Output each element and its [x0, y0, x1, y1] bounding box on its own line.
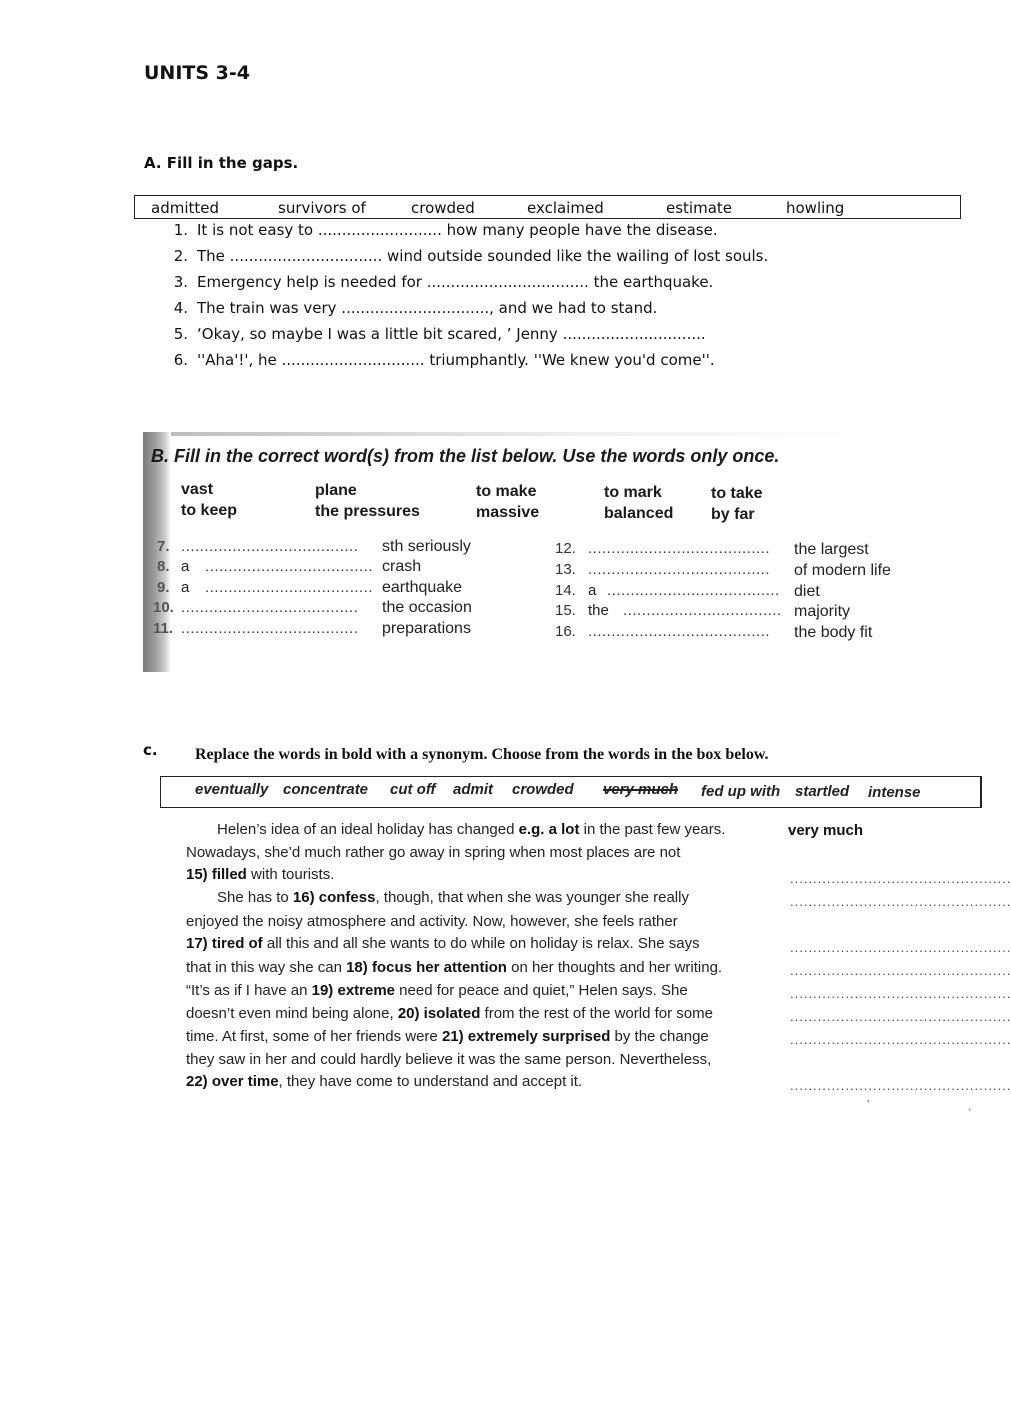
word-list-item: plane	[315, 482, 357, 499]
word-bank-item: intense	[868, 784, 921, 801]
item-number: 15.	[555, 602, 576, 619]
word-bank-item: startled	[795, 783, 850, 800]
section-b-panel	[143, 432, 973, 672]
paragraph-line: time. At first, some of her friends were 21) extremely surprised by the change	[186, 1028, 709, 1045]
collocation-text: the occasion	[382, 599, 472, 616]
word-bank-item: estimate	[666, 199, 733, 217]
section-b-heading: B. Fill in the correct word(s) from the list below. Use the words only once.	[151, 446, 780, 466]
collocation-text: the body fit	[794, 624, 873, 641]
word-list-item: balanced	[604, 505, 674, 522]
item-number: 10.	[153, 599, 174, 616]
item-number: 14.	[555, 582, 576, 599]
answer-blank: .....................................	[607, 582, 780, 599]
section-c-label: c.	[143, 741, 158, 759]
answer-blank-17: ................................................	[790, 940, 1011, 955]
word-bank-item-used: very much	[603, 781, 679, 798]
item-number: 16.	[555, 623, 576, 640]
collocation-text: sth seriously	[382, 538, 471, 555]
answer-blank-21: ................................................	[790, 1032, 1011, 1047]
item-number: 12.	[555, 540, 576, 557]
collocation-text: crash	[382, 558, 422, 575]
word-list-item: to mark	[604, 484, 662, 501]
word-bank-item: concentrate	[283, 781, 369, 798]
answer-blank-18: ................................................	[790, 963, 1011, 978]
item-prefix: a	[181, 579, 190, 596]
paragraph-line: enjoyed the noisy atmosphere and activity. Now, however, she feels rather	[186, 913, 678, 930]
item-text: It is not easy to .......................... how many people have the disease.	[197, 221, 718, 239]
item-prefix: the	[588, 602, 609, 619]
paragraph-line: 15) filled with tourists.	[186, 866, 335, 883]
section-c-word-box	[160, 776, 982, 808]
item-prefix: a	[588, 582, 597, 599]
word-bank-item: cut off	[390, 781, 436, 798]
item-text: The ................................ wind outside sounded like the wailing of lost souls.	[197, 247, 769, 265]
item-number: 11.	[153, 620, 174, 637]
item-text: ‘Okay, so maybe I was a little bit scared, ’ Jenny ..............................	[197, 325, 706, 343]
word-list-item: to take	[711, 485, 763, 502]
item-text: Emergency help is needed for .................................. the earthquake.	[197, 273, 714, 291]
answer-blank-19: ................................................	[790, 986, 1011, 1001]
word-list-item: vast	[181, 481, 214, 498]
answer-blank: .......................................	[588, 540, 771, 557]
collocation-text: the largest	[794, 541, 869, 558]
answer-blank-22: ................................................	[790, 1078, 1011, 1093]
answer-blank: ....................................	[205, 558, 374, 575]
item-number: 7.	[157, 538, 170, 555]
word-bank-item: eventually	[195, 781, 269, 798]
paragraph-line: Nowadays, she’d much rather go away in spring when most places are not	[186, 844, 681, 861]
page-title: UNITS 3-4	[144, 62, 250, 84]
word-list-item: by far	[711, 506, 755, 523]
section-a-word-box	[134, 195, 961, 219]
item-number: 9.	[157, 579, 170, 596]
answer-blank: ......................................	[181, 538, 359, 555]
paragraph-line: She has to 16) confess, though, that when she was younger she really	[217, 889, 689, 906]
word-bank-item: crowded	[411, 199, 475, 217]
paragraph-line: Helen’s idea of an ideal holiday has changed e.g. a lot in the past few years.	[217, 821, 726, 838]
word-list-item: to keep	[181, 502, 238, 519]
answer-blank-16: ................................................	[790, 894, 1011, 909]
word-list-item: massive	[476, 504, 540, 521]
word-bank-item: crowded	[512, 781, 574, 798]
word-bank-item: fed up with	[701, 783, 781, 800]
section-c-heading: Replace the words in bold with a synonym. Choose from the words in the box below.	[195, 746, 769, 763]
paragraph-line: they saw in her and could hardly believe it was the same person. Nevertheless,	[186, 1051, 712, 1068]
paragraph-line: “It’s as if I have an 19) extreme need for peace and quiet,” Helen says. She	[186, 982, 688, 999]
collocation-text: of modern life	[794, 562, 891, 579]
paragraph-line: 22) over time, they have come to understand and accept it.	[186, 1073, 583, 1090]
collocation-text: diet	[794, 583, 820, 600]
collocation-text: earthquake	[382, 579, 463, 596]
collocation-text: majority	[794, 603, 851, 620]
item-number: 2.	[173, 247, 188, 265]
scan-mark: ʹ	[867, 1097, 870, 1111]
section-a-heading: A. Fill in the gaps.	[144, 154, 299, 172]
item-text: ''Aha'!', he .............................. triumphantly. ''We knew you'd come''.	[197, 351, 715, 369]
item-number: 4.	[173, 299, 188, 317]
item-number: 5.	[173, 325, 188, 343]
word-bank-item: exclaimed	[527, 199, 604, 217]
paragraph-line: 17) tired of all this and all she wants to do while on holiday is relax. She says	[186, 935, 700, 952]
answer-blank: .......................................	[588, 623, 771, 640]
word-bank-item: howling	[786, 199, 845, 217]
answer-blank: ..................................	[623, 602, 782, 619]
item-number: 13.	[555, 561, 576, 578]
paragraph-line: that in this way she can 18) focus her attention on her thoughts and her writing.	[186, 959, 723, 976]
answer-blank-15: ................................................	[790, 871, 1011, 886]
word-bank-item: admit	[453, 781, 494, 798]
answer-blank: ......................................	[181, 599, 359, 616]
item-number: 6.	[173, 351, 188, 369]
item-number: 1.	[173, 221, 188, 239]
scan-shadow	[143, 432, 863, 436]
scan-mark: ˎ	[968, 1097, 972, 1111]
item-prefix: a	[181, 558, 190, 575]
example-answer: very much	[788, 822, 864, 839]
collocation-text: preparations	[382, 620, 471, 637]
answer-blank: ....................................	[205, 579, 374, 596]
word-bank-item: survivors of	[278, 199, 366, 217]
word-bank-item: admitted	[151, 199, 220, 217]
word-list-item: to make	[476, 483, 537, 500]
word-list-item: the pressures	[315, 503, 420, 520]
item-text: The train was very ..............................., and we had to stand.	[197, 299, 658, 317]
item-number: 8.	[157, 558, 170, 575]
paragraph-line: doesn’t even mind being alone, 20) isolated from the rest of the world for some	[186, 1005, 713, 1022]
answer-blank: .......................................	[588, 561, 771, 578]
answer-blank-20: ................................................	[790, 1009, 1011, 1024]
item-number: 3.	[173, 273, 188, 291]
answer-blank: ......................................	[181, 620, 359, 637]
